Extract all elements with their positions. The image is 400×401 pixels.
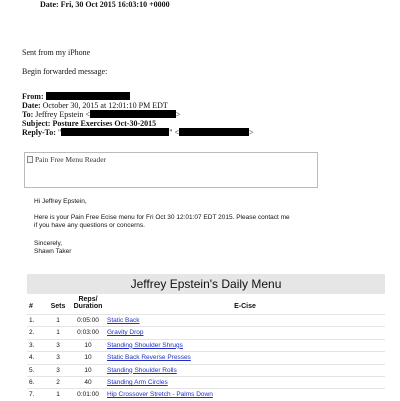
date-label: Date: [22,101,41,110]
from-label: From: [22,92,44,101]
row-num: 1. [27,315,45,327]
email-greeting: Hi Jeffrey Epstein, [34,198,87,205]
menu-reader-image [24,152,318,188]
row-num: 4. [27,352,45,364]
table-row [27,389,385,401]
replyto-end: > [248,128,254,137]
table-row [27,364,385,376]
row-sets: 1 [45,327,71,339]
col-reps [71,296,105,315]
header-to [22,110,180,119]
row-num: 2. [27,327,45,339]
table-row [27,376,385,388]
exercise-link-static-back[interactable]: Static Back [107,317,140,324]
row-num: 5. [27,364,45,376]
row-sets: 1 [45,315,71,327]
row-reps: 0:05:00 [71,315,105,327]
email-line-1: Here is your Pain Free Ecise menu for Fri Oct 30 12:01:07 EDT 2015. Please contact me [34,214,290,221]
header-reply-to [22,128,254,137]
row-reps: 10 [71,364,105,376]
broken-image [27,155,106,164]
table-row [27,315,385,327]
broken-image-icon [27,156,33,163]
row-reps: 40 [71,376,105,388]
table-row [27,327,385,339]
row-sets: 1 [45,389,71,401]
header-subject [22,119,156,128]
row-sets: 3 [45,352,71,364]
image-alt-text: Pain Free Menu Reader [35,155,107,164]
col-num: # [29,303,33,310]
subject-value: Posture Exercises Oct-30-2015 [52,119,157,128]
col-reps-line1: Reps/ [78,296,98,303]
row-sets: 3 [45,364,71,376]
email-line-2: if you have any questions or concerns. [34,222,145,229]
table-row [27,339,385,351]
row-reps: 10 [71,339,105,351]
col-sets: Sets [50,303,66,310]
row-sets: 3 [45,339,71,351]
to-label: To: [22,110,34,119]
redacted-replyto-name [61,128,169,136]
redacted-to-email [90,110,176,118]
replyto-mid: " < [169,128,179,137]
row-num: 3. [27,339,45,351]
date-value: October 30, 2015 at 12:01:10 PM EDT [42,101,168,110]
row-num: 7. [27,389,45,401]
menu-table [27,296,385,401]
row-reps: 10 [71,352,105,364]
redacted-from [46,92,130,100]
table-row [27,352,385,364]
menu-header-row [27,296,385,315]
email-signature: Shawn Taker [34,248,72,255]
col-reps-line2: Duration [73,303,103,310]
replyto-quote-open: " [57,128,62,137]
exercise-link-standing-arm-circles[interactable]: Standing Arm Circles [107,378,168,386]
exercise-link-static-back-reverse-presses[interactable]: Static Back Reverse Presses [107,354,191,362]
to-value-end: > [175,110,181,119]
subject-label: Subject: [22,119,51,128]
row-sets: 2 [45,376,71,388]
replyto-label: Reply-To: [22,128,56,137]
header-from [22,92,130,101]
row-reps: 0:01:00 [71,389,105,401]
sent-from-line: Sent from my iPhone [22,48,91,57]
email-closing: Sincerely, [34,240,63,247]
exercise-link-hip-crossover-stretch[interactable]: Hip Crossover Stretch - Palms Down [107,391,213,399]
top-date-line: Date: Fri, 30 Oct 2015 16:03:10 +0000 [40,0,170,9]
exercise-link-standing-shoulder-rolls[interactable]: Standing Shoulder Rolls [107,366,177,374]
menu-title: Jeffrey Epstein's Daily Menu [27,274,385,294]
col-exercise: E-Cise [234,303,256,310]
exercise-link-standing-shoulder-shrugs[interactable]: Standing Shoulder Shrugs [107,341,183,349]
begin-forwarded-line: Begin forwarded message: [22,67,108,76]
exercise-link-gravity-drop[interactable]: Gravity Drop [107,329,144,337]
redacted-replyto-email [179,128,249,136]
row-num: 6. [27,376,45,388]
to-value-name: Jeffrey Epstein < [35,110,90,119]
row-reps: 0:03:00 [71,327,105,339]
header-date [22,101,168,110]
